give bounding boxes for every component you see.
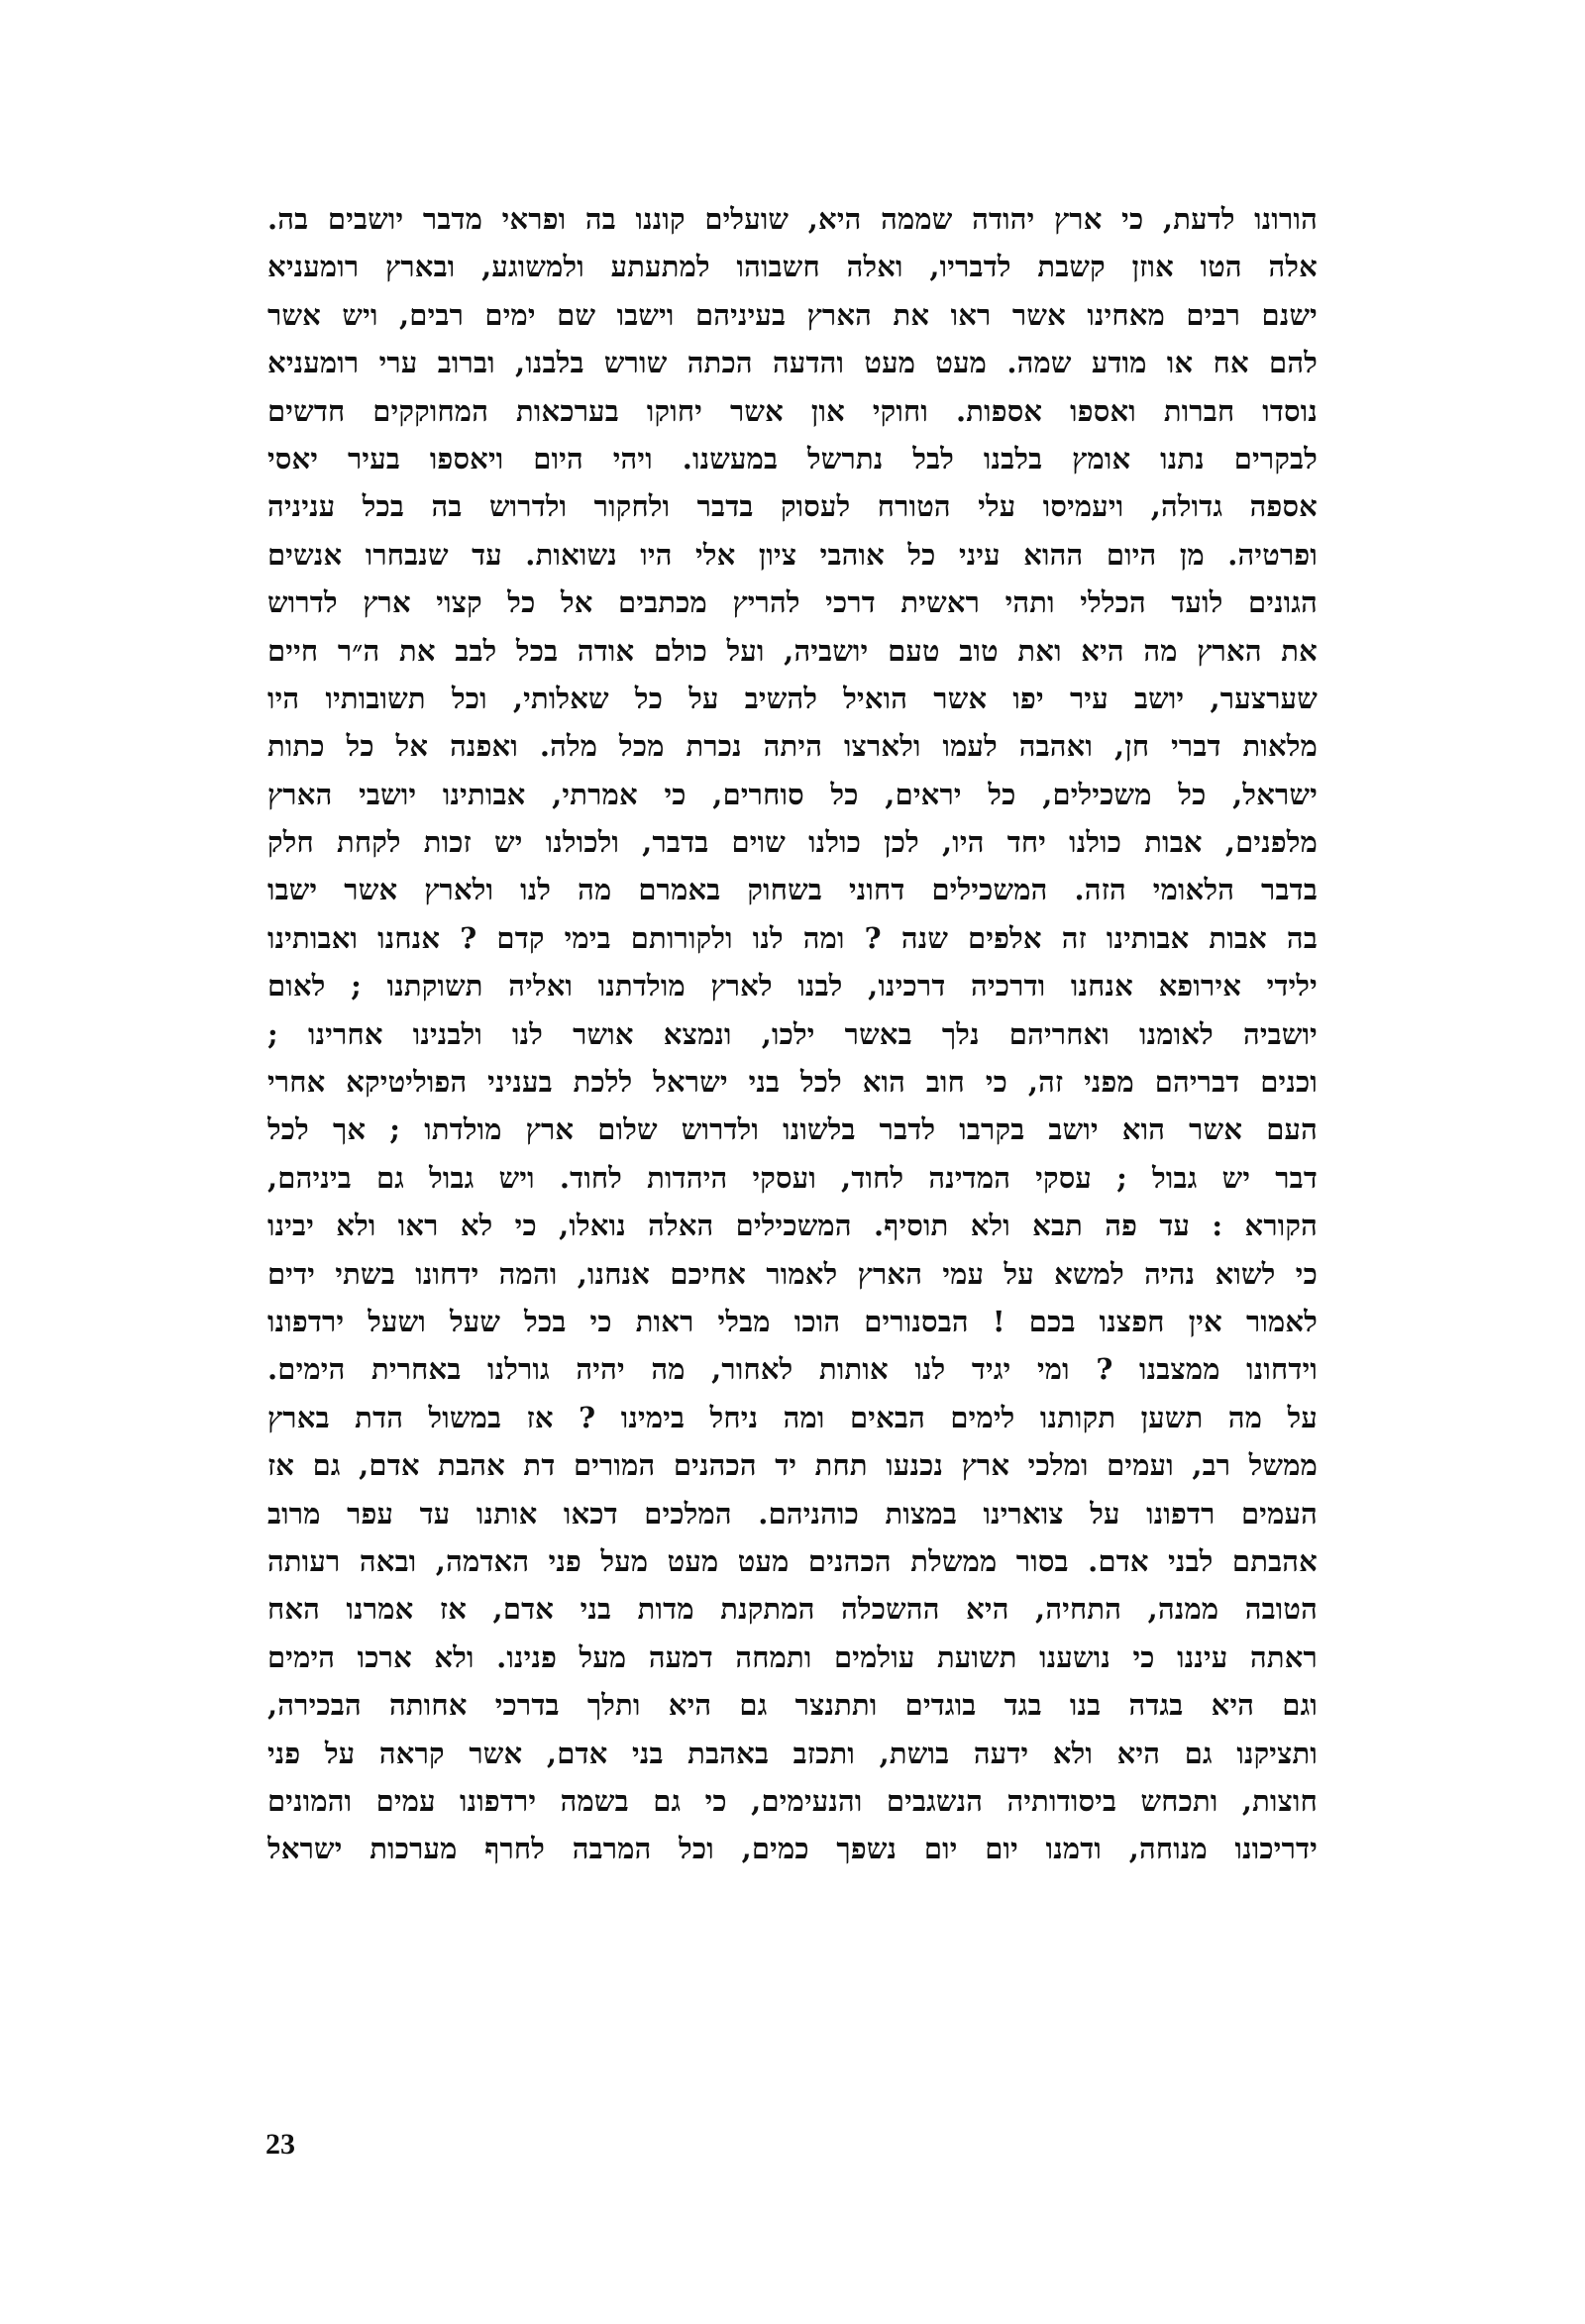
text-line: הטובה ממנה, התחיה, היא ההשכלה המתקנת מדות בני אדם, אז אמרנו האח: [267, 1592, 1318, 1627]
text-line: ילידי אירופא אנחנו ודרכיה דרכינו, לבנו לארץ מולדתנו ואליה תשוקתנו ; לאום: [267, 969, 1318, 1004]
text-line: העמים רדפונו על צוארינו במצות כוהניהם. המלכים דכאו אותנו עד עפר מרוב: [267, 1496, 1318, 1531]
text-line: אהבתם לבני אדם. בסור ממשלת הכהנים מעט מעט מעל פני האדמה, ובאה רעותה: [267, 1543, 1318, 1578]
text-line: הגונים לועד הכללי ותהי ראשית דרכי להריץ מכתבים אל כל קצוי ארץ לדרוש: [267, 585, 1318, 620]
text-line: יושביה לאומנו ואחריהם נלך באשר ילכו, ונמצא אושר לנו ולבנינו אחרינו ;: [267, 1016, 1318, 1051]
text-line: על מה תשען תקותנו לימים הבאים ומה ניחל בימינו ? אז במשול הדת בארץ: [267, 1400, 1318, 1434]
text-line: ראתה עיננו כי נושענו תשועת עולמים ותמחה דמעה מעל פנינו. ולא ארכו הימים: [267, 1639, 1318, 1674]
page-number: 23: [265, 2128, 295, 2161]
text-line: חוצות, ותכחש ביסודותיה הנשגבים והנעימים, כי גם בשמה ירדפונו עמים והמונים: [267, 1783, 1318, 1818]
text-line: ופרטיה. מן היום ההוא עיני כל אוהבי ציון אלי היו נשואות. עד שנבחרו אנשים: [267, 537, 1318, 572]
body-text: [267, 195, 1318, 1873]
text-line: הורונו לדעת, כי ארץ יהודה שממה היא, שועלים קוננו בה ופראי מדבר יושבים בה.: [267, 202, 1318, 236]
text-line: להם אח או מודע שמה. מעט מעט והדעה הכתה שורש בלבנו, וברוב ערי רומעניא: [267, 346, 1318, 380]
text-line: שערצער, יושב עיר יפו אשר הואיל להשיב על כל שאלותי, וכל תשובותיו היו: [267, 681, 1318, 715]
text-line: וגם היא בגדה בנו בגד בוגדים ותתנצר גם היא ותלך בדרכי אחותה הבכירה,: [267, 1688, 1318, 1723]
text-line: ותציקנו גם היא ולא ידעה בושת, ותכזב באהבת בני אדם, אשר קראה על פני: [267, 1736, 1318, 1770]
text-line: ישראל, כל משכילים, כל יראים, כל סוחרים, כי אמרתי, אבותינו יושבי הארץ: [267, 777, 1318, 811]
text-line: בדבר הלאומי הזה. המשכילים דחוני בשחוק באמרם מה לנו ולארץ אשר ישבו: [267, 873, 1318, 907]
text-line: וכנים דבריהם מפני זה, כי חוב הוא לכל בני ישראל ללכת בעניני הפוליטיקא אחרי: [267, 1065, 1318, 1100]
text-line: כי לשוא נהיה למשא על עמי הארץ לאמור אחיכם אנחנו, והמה ידחונו בשתי ידים: [267, 1256, 1318, 1291]
text-line: לבקרים נתנו אומץ בלבנו לבל נתרשל במעשנו. ויהי היום ויאספו בעיר יאסי: [267, 441, 1318, 475]
text-line: הקורא : עד פה תבא ולא תוסיף. המשכילים האלה נואלו, כי לא ראו ולא יבינו: [267, 1209, 1318, 1243]
text-line: בה אבות אבותינו זה אלפים שנה ? ומה לנו ולקורותם בימי קדם ? אנחנו ואבותינו: [267, 920, 1318, 955]
text-line: אספה גדולה, ויעמיסו עלי הטורח לעסוק בדבר ולחקור ולדרוש בה בכל עניניה: [267, 489, 1318, 524]
text-line: וידחונו ממצבנו ? ומי יגיד לנו אותות לאחור, מה יהיה גורלנו באחרית הימים.: [267, 1352, 1318, 1387]
text-line: ממשל רב, ועמים ומלכי ארץ נכנעו תחת יד הכהנים המורים דת אהבת אדם, גם אז: [267, 1448, 1318, 1483]
text-line: נוסדו חברות ואספו אספות. וחוקי און אשר יחוקו בערכאות המחוקקים חדשים: [267, 393, 1318, 428]
text-line: מלאות דברי חן, ואהבה לעמו ולארצו היתה נכרת מכל מלה. ואפנה אל כל כתות: [267, 729, 1318, 764]
text-line: לאמור אין חפצנו בכם ! הבסנורים הוכו מבלי ראות כי בכל שעל ושעל ירדפונו: [267, 1304, 1318, 1338]
text-line: את הארץ מה היא ואת טוב טעם יושביה, ועל כולם אודה בכל לבב את ה״ר חיים: [267, 633, 1318, 668]
text-line: אלה הטו אוזן קשבת לדבריו, ואלה חשבוהו למתעתע ולמשוגע, ובארץ רומעניא: [267, 250, 1318, 284]
text-line: ישנם רבים מאחינו אשר ראו את הארץ בעיניהם וישבו שם ימים רבים, ויש אשר: [267, 297, 1318, 332]
text-line: ידריכונו מנוחה, ודמנו יום יום נשפך כמים, וכל המרבה לחרף מערכות ישראל: [267, 1832, 1318, 1866]
text-line: דבר יש גבול ; עסקי המדינה לחוד, ועסקי היהדות לחוד. ויש גבול גם ביניהם,: [267, 1160, 1318, 1195]
text-line: העם אשר הוא יושב בקרבו לדבר בלשונו ולדרוש שלום ארץ מולדתו ; אך לכל: [267, 1112, 1318, 1147]
text-line: מלפנים, אבות כולנו יחד היו, לכן כולנו שוים בדבר, ולכולנו יש זכות לקחת חלק: [267, 825, 1318, 860]
